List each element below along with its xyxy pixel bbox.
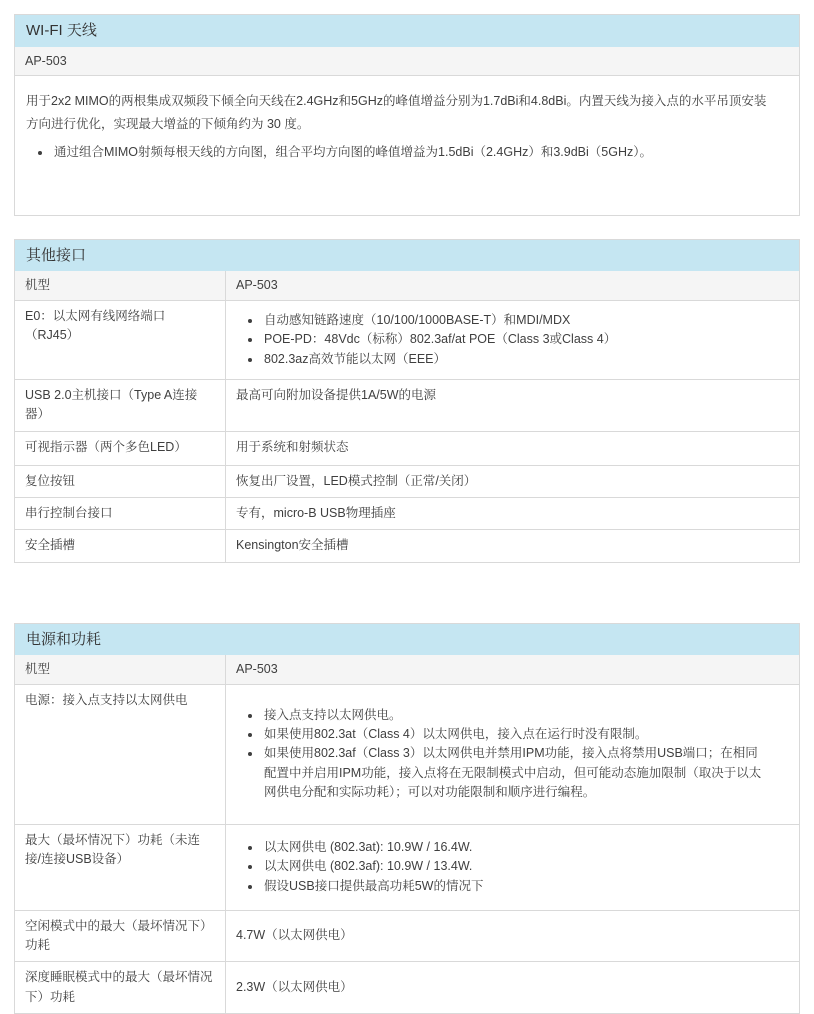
spec-value-cell bbox=[226, 685, 799, 824]
spec-value-cell: 4.7W（以太网供电） bbox=[236, 928, 353, 943]
spec-value-cell: Kensington安全插槽 bbox=[236, 538, 349, 553]
spec-bullet-list bbox=[236, 311, 769, 369]
model-value: AP-503 bbox=[25, 53, 67, 68]
spec-row-ethernet bbox=[15, 301, 799, 380]
spec-bullet-item: • POE-PD：48Vdc（标称）802.3af/at POE（Class 3或Class 4） bbox=[262, 330, 769, 349]
spec-value-cell: 专有，micro-B USB物理插座 bbox=[236, 506, 396, 520]
spec-row-max-consumption bbox=[15, 825, 799, 911]
spec-bullet-list bbox=[236, 706, 769, 803]
spec-bullet-item: • 以太网供电 (802.3at): 10.9W / 16.4W. bbox=[262, 838, 769, 857]
antenna-paragraph: 用于2x2 MIMO的两根集成双频段下倾全向天线在2.4GHz和5GHz的峰值增益分别为1.7dBi和4.8dBi。内置天线为接入点的水平吊顶安装方向进行优化，实现最大增益的下倾角约为 30 度。 bbox=[26, 93, 767, 131]
spec-bullet-item: • 如果使用802.3at（Class 4）以太网供电，接入点在运行时没有限制。 bbox=[262, 725, 769, 744]
section-title: 其他接口 bbox=[26, 246, 87, 264]
spec-label-cell: 最大（最坏情况下）功耗（未连接/连接USB设备） bbox=[15, 825, 226, 910]
section-title: 电源和功耗 bbox=[26, 630, 102, 648]
spec-bullet-list bbox=[26, 143, 769, 162]
spec-row-indicators bbox=[15, 432, 799, 466]
section-title: WI-FI 天线 bbox=[26, 22, 97, 39]
spec-bullet-item: • 接入点支持以太网供电。 bbox=[262, 706, 769, 725]
spec-row-serial-console bbox=[15, 498, 799, 530]
model-header-row bbox=[15, 655, 799, 684]
spec-value-cell: 用于系统和射频状态 bbox=[236, 439, 349, 454]
spec-label-cell: 安全插槽 bbox=[15, 530, 226, 561]
spec-label-cell: 复位按钮 bbox=[15, 466, 226, 497]
model-value: AP-503 bbox=[236, 278, 278, 293]
section-power-consumption bbox=[14, 623, 800, 1014]
spec-bullet-item: • 802.3az高效节能以太网（EEE） bbox=[262, 350, 769, 369]
spec-bullet-item: • 假设USB接口提供最高功耗5W的情况下 bbox=[262, 877, 769, 896]
section-header bbox=[15, 240, 799, 272]
model-label: 机型 bbox=[15, 655, 226, 683]
spec-value-cell: 2.3W（以太网供电） bbox=[236, 980, 353, 995]
spec-row-deepsleep-consumption bbox=[15, 962, 799, 1013]
spec-label-cell: 电源：接入点支持以太网供电 bbox=[15, 685, 226, 824]
spec-row-idle-consumption bbox=[15, 911, 799, 963]
spec-bullet-item: • 自动感知链路速度（10/100/1000BASE-T）和MDI/MDX bbox=[262, 311, 769, 330]
spec-label-cell: 空闲模式中的最大（最坏情况下）功耗 bbox=[15, 911, 226, 962]
spec-row-reset-button bbox=[15, 466, 799, 498]
spec-bullet-item: • 通过组合MIMO射频每根天线的方向图，组合平均方向图的峰值增益为1.5dBi（2.4GHz）和3.9dBi（5GHz）。 bbox=[52, 143, 769, 162]
spec-label-cell: USB 2.0主机接口（Type A连接器） bbox=[15, 380, 226, 431]
spec-label-cell: E0：以太网有线网络端口（RJ45） bbox=[15, 301, 226, 379]
spec-label-cell: 串行控制台接口 bbox=[15, 498, 226, 529]
model-header-row bbox=[15, 47, 799, 76]
spec-row-usb bbox=[15, 380, 799, 432]
spec-bullet-list bbox=[236, 838, 769, 896]
spec-value-cell: 最高可向附加设备提供1A/5W的电源 bbox=[236, 387, 437, 402]
spec-value-cell: 恢复出厂设置，LED模式控制（正常/关闭） bbox=[236, 473, 477, 488]
spec-label-cell: 可视指示器（两个多色LED） bbox=[15, 432, 226, 465]
spec-value-cell bbox=[226, 301, 799, 379]
spec-value-cell bbox=[226, 825, 799, 910]
section-header bbox=[15, 624, 799, 656]
spec-label-cell: 深度睡眠模式中的最大（最坏情况下）功耗 bbox=[15, 962, 226, 1013]
section-wifi-antenna bbox=[14, 14, 800, 216]
section-header bbox=[15, 15, 799, 47]
spec-row-security-slot bbox=[15, 530, 799, 561]
spec-bullet-item: • 以太网供电 (802.3af): 10.9W / 13.4W. bbox=[262, 857, 769, 876]
spec-row-power-source bbox=[15, 685, 799, 825]
model-label: 机型 bbox=[15, 271, 226, 299]
antenna-description bbox=[15, 76, 799, 215]
model-value: AP-503 bbox=[236, 662, 278, 677]
section-other-interfaces bbox=[14, 239, 800, 563]
spec-bullet-item: • 如果使用802.3af（Class 3）以太网供电并禁用IPM功能，接入点将禁用USB端口；在相同配置中并启用IPM功能，接入点将在无限制模式中启动，但可能动态施加限制（取决于以太网供电分配和实际功耗）；可以对功能限制和顺序进行编程。 bbox=[262, 744, 769, 802]
model-header-row bbox=[15, 271, 799, 300]
